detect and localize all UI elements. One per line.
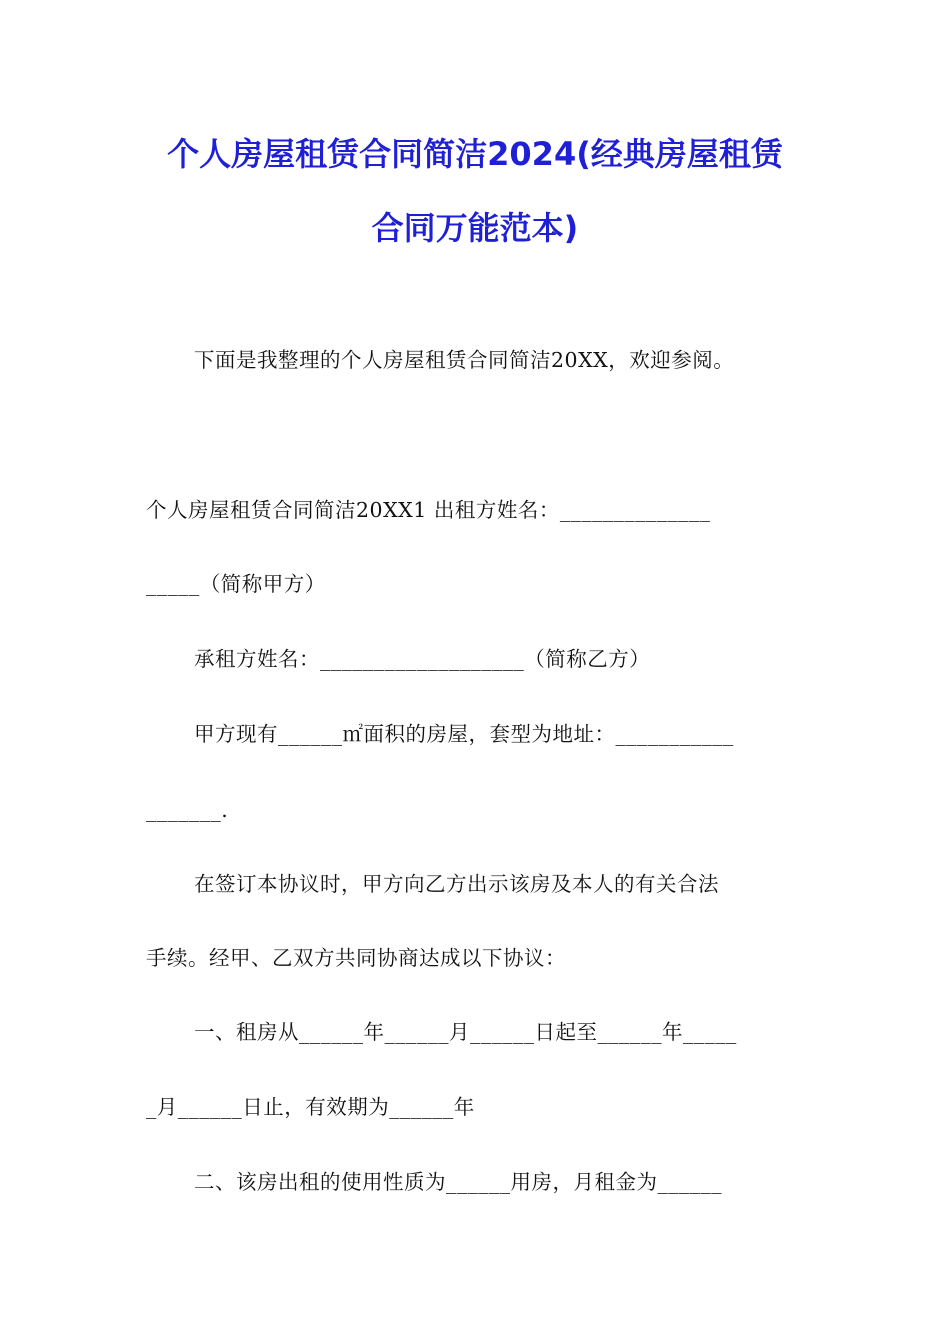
- document-title-line-1: 个人房屋租赁合同简洁2024(经典房屋租赁: [167, 135, 783, 173]
- lessor-abbreviation-line: _____（简称甲方）: [146, 572, 326, 596]
- agreement-paragraph-line-1: 在签订本协议时，甲方向乙方出示该房及本人的有关合法: [194, 872, 719, 896]
- clause-two-line-1: 二、该房出租的使用性质为______用房，月租金为______: [194, 1170, 722, 1194]
- agreement-paragraph-line-2: 手续。经甲、乙双方共同协商达成以下协议：: [146, 946, 566, 970]
- clause-one-line-1: 一、租房从______年______月______日起至______年_____: [194, 1020, 737, 1044]
- lessee-name-line: 承租方姓名：___________________（简称乙方）: [194, 647, 651, 671]
- clause-one-line-2: _月______日止，有效期为______年: [146, 1095, 475, 1119]
- contract-heading-lessor-line: 个人房屋租赁合同简洁20XX1 出租方姓名：______________: [146, 498, 711, 522]
- intro-paragraph: 下面是我整理的个人房屋租赁合同简洁20XX，欢迎参阅。: [194, 348, 735, 372]
- property-area-line: 甲方现有______㎡面积的房屋，套型为地址：___________: [194, 722, 734, 746]
- document-title-line-2: 合同万能范本): [371, 209, 579, 247]
- property-address-continuation: _______.: [146, 798, 229, 822]
